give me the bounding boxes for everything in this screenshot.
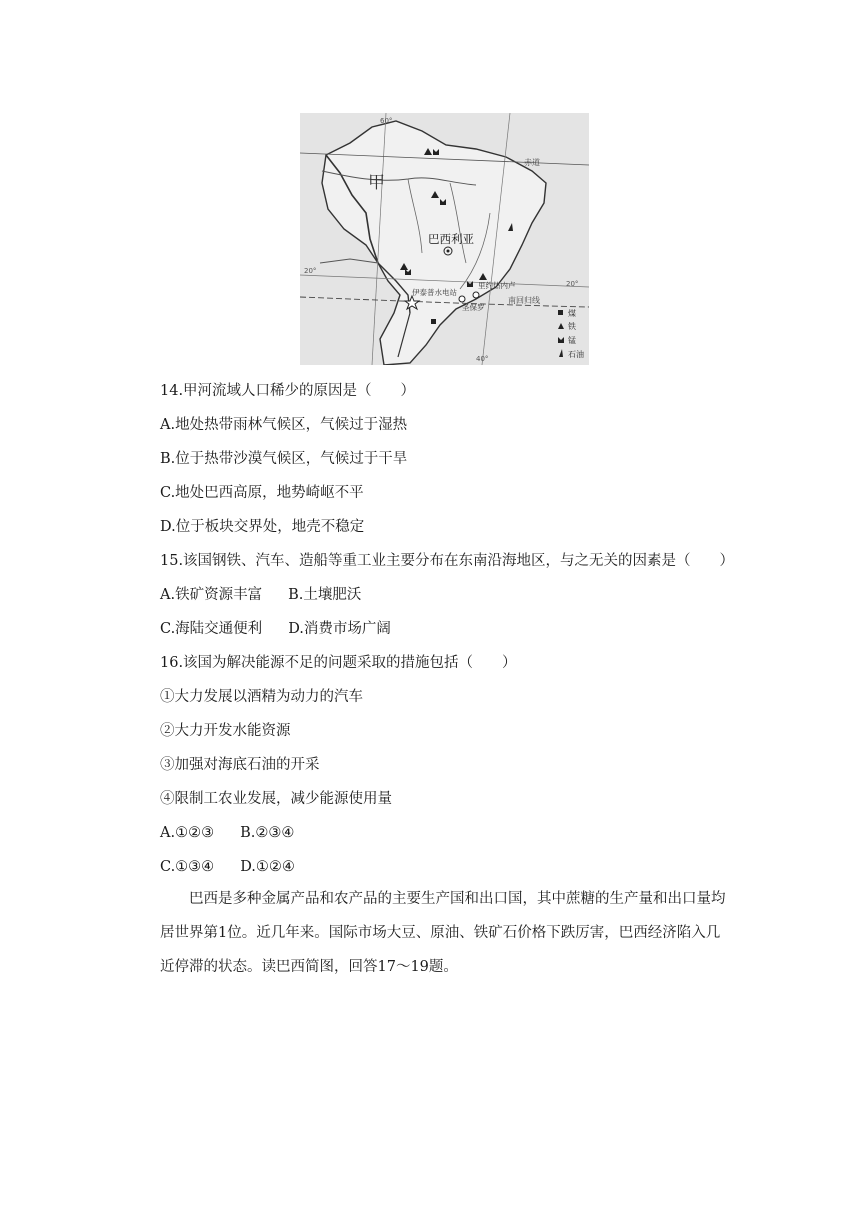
label-capital: 巴西利亚 — [428, 232, 474, 246]
legend-manganese: 锰 — [568, 336, 576, 345]
passage-17-19: 巴西是多种金属产品和农产品的主要生产国和出口国，其中蔗糖的生产量和出口量均居世界第1位。近几年来。国际市场大豆、原油、铁矿石价格下跌厉害，巴西经济陷入几近停滞的状态。读巴西简图，回答17～19题。 — [160, 891, 726, 975]
legend-oil: 石油 — [568, 350, 584, 359]
label-equator: 赤道 — [524, 158, 540, 167]
label-lat20-right: 20° — [566, 280, 579, 288]
q16-options-row2 — [160, 857, 295, 877]
q15-stem: 15.该国钢铁、汽车、造船等重工业主要分布在东南沿海地区，与之无关的因素是（ ） — [160, 553, 735, 569]
q16-option-d: D.①②④ — [240, 859, 295, 875]
q16-statement-1: ①大力发展以酒精为动力的汽车 — [160, 689, 363, 705]
q14-option-b: B.位于热带沙漠气候区，气候过于干旱 — [160, 451, 408, 467]
label-tropic: 南回归线 — [508, 296, 540, 305]
label-rio: 里约热内卢 — [478, 281, 516, 290]
legend-coal: 煤 — [568, 309, 576, 318]
q15-option-c: C.海陆交通便利 — [160, 621, 263, 637]
label-lon40: 40° — [476, 355, 489, 363]
q14-option-d: D.位于板块交界处，地壳不稳定 — [160, 519, 365, 535]
q16-stem: 16.该国为解决能源不足的问题采取的措施包括（ ） — [160, 655, 517, 671]
label-hydro: 伊泰普水电站 — [412, 288, 457, 297]
q16-option-b: B.②③④ — [240, 825, 295, 841]
q15-option-d: D.消费市场广阔 — [288, 621, 391, 637]
legend-iron: 铁 — [568, 322, 576, 331]
q16-statement-4: ④限制工农业发展，减少能源使用量 — [160, 791, 392, 807]
q14-option-c: C.地处巴西高原，地势崎岖不平 — [160, 485, 364, 501]
q16-option-a: A.①②③ — [160, 825, 215, 841]
label-jia: 甲 — [368, 173, 385, 193]
q15-option-a: A.铁矿资源丰富 — [160, 587, 263, 603]
q15-options-row1 — [160, 585, 361, 605]
q15-options-row2 — [160, 619, 391, 639]
label-lon60: 60° — [380, 117, 393, 125]
q16-statement-2: ②大力开发水能资源 — [160, 723, 291, 739]
q14-stem: 14.甲河流域人口稀少的原因是（ ） — [160, 383, 416, 399]
label-saopaulo: 圣保罗 — [462, 303, 485, 312]
q15-option-b: B.土壤肥沃 — [288, 587, 362, 603]
q16-option-c: C.①③④ — [160, 859, 215, 875]
brazil-map-figure — [300, 113, 589, 365]
q16-statement-3: ③加强对海底石油的开采 — [160, 757, 320, 773]
label-lat20-left: 20° — [304, 267, 317, 275]
brazil-map — [300, 113, 589, 365]
q16-options-row1 — [160, 823, 294, 843]
q14-option-a: A.地处热带雨林气候区，气候过于湿热 — [160, 417, 408, 433]
